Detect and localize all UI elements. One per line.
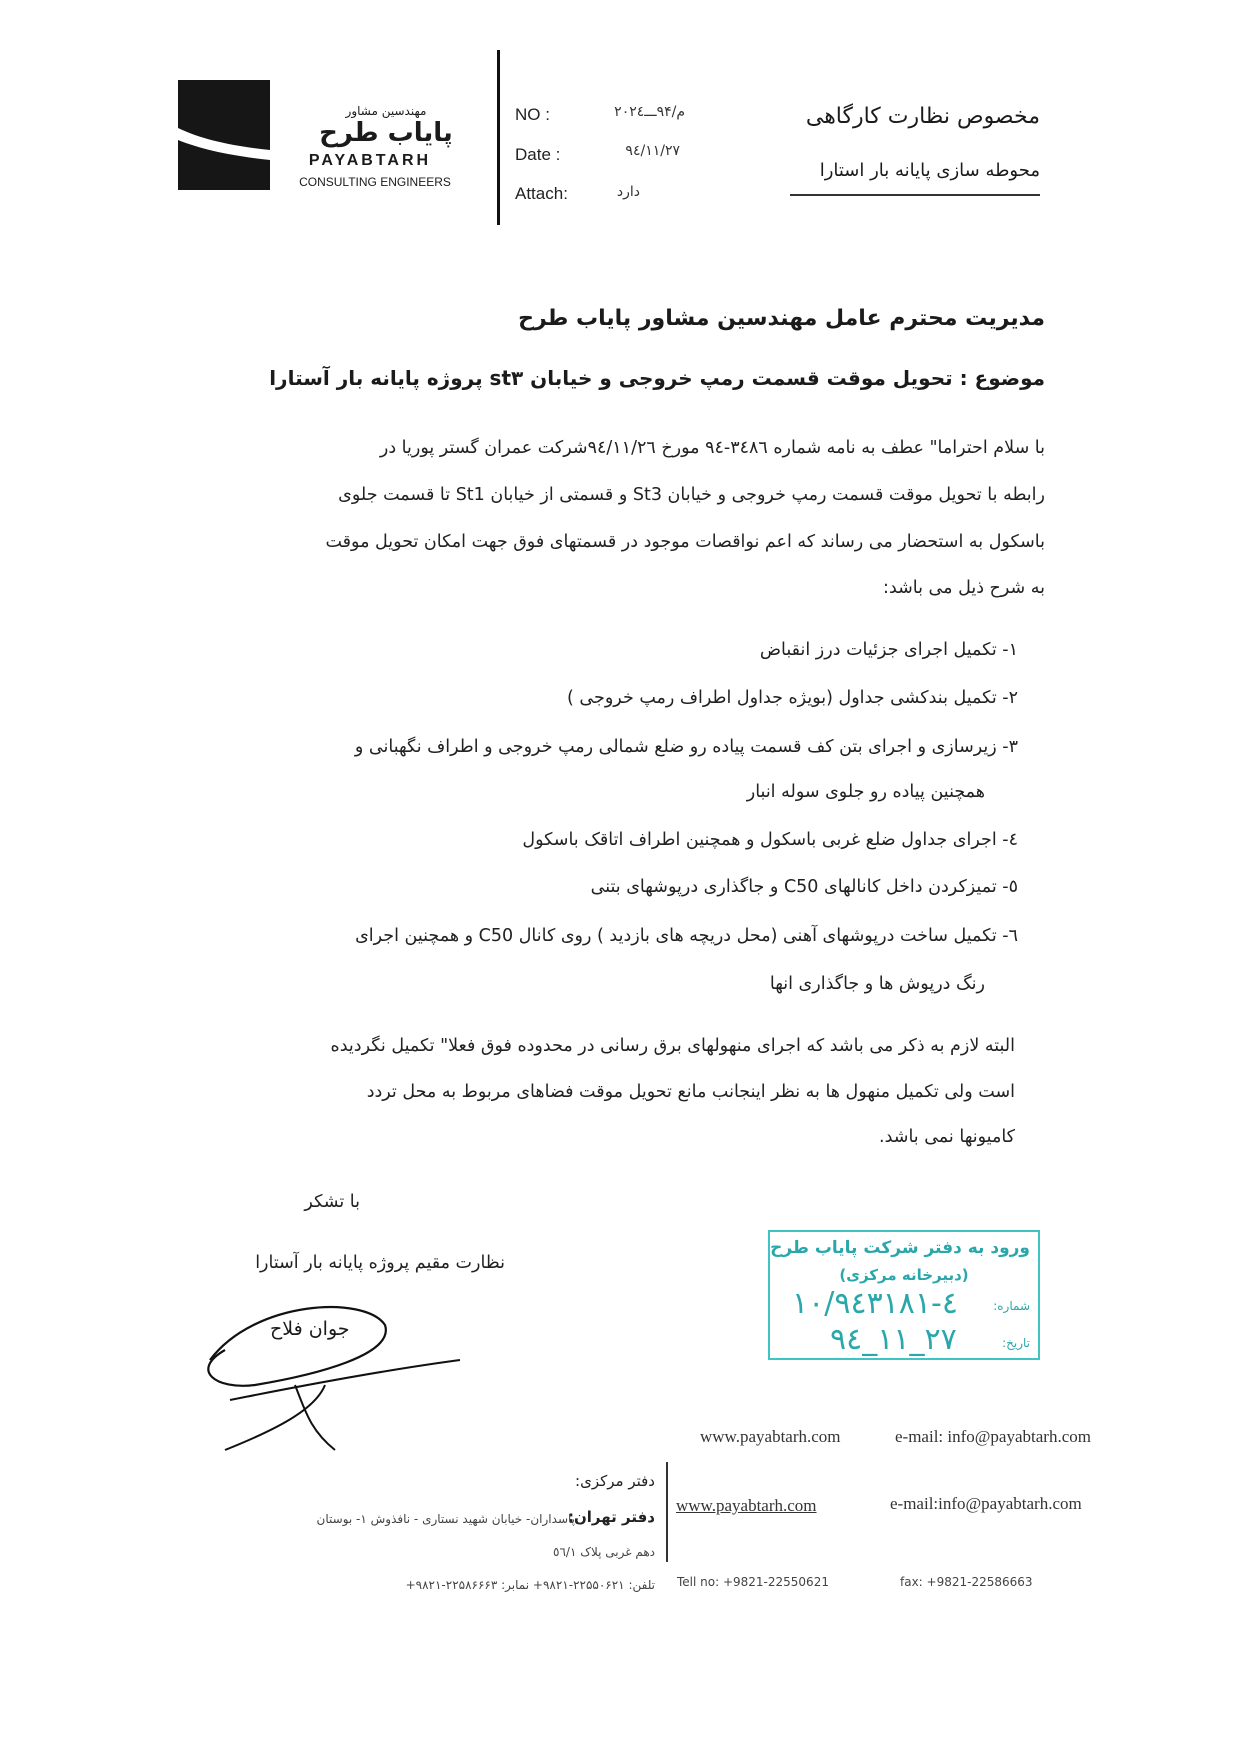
date-value: ۹٤/۱۱/۲۷ bbox=[625, 143, 680, 159]
footer-website-top[interactable]: www.payabtarh.com bbox=[700, 1427, 841, 1446]
stamp-date-value: ۹٤_۱۱_۲۷ bbox=[830, 1322, 957, 1357]
stamp-number-value: ۱۰/۹٤-٤٣١٨١ bbox=[792, 1286, 958, 1321]
logo-graphic bbox=[178, 80, 270, 190]
intro-line: رابطه با تحویل موقت قسمت رمپ خروجی و خیابان St3 و قسمتی از خیابان St1 تا قسمت جلوی bbox=[338, 485, 1045, 505]
addressee: مدیریت محترم عامل مهندسین مشاور پایاب طرح bbox=[518, 306, 1045, 331]
stamp-date-label: تاریخ: bbox=[1002, 1336, 1030, 1350]
intro-line: باسکول به استحضار می رساند که اعم نواقصات موجود در قسمتهای فوق جهت امکان تحویل موقت bbox=[325, 532, 1045, 552]
footer-website[interactable]: www.payabtarh.com bbox=[676, 1496, 817, 1515]
list-item: ٤- اجرای جداول ضلع غربی باسکول و همچنین اطراف اتاقک باسکول bbox=[522, 830, 1018, 850]
date-label: Date : bbox=[515, 145, 561, 164]
note-line: البته لازم به ذکر می باشد که اجرای منهولهای برق رسانی در محدوده فوق فعلا" تکمیل نگردیده bbox=[330, 1036, 1015, 1056]
attach-label: Attach: bbox=[515, 184, 568, 203]
header-subtitle: محوطه سازی پایانه بار استارا bbox=[819, 160, 1040, 181]
footer-email-top[interactable]: e-mail: info@payabtarh.com bbox=[895, 1427, 1091, 1446]
list-item: ۱- تکمیل اجرای جزئیات درز انقباض bbox=[759, 640, 1018, 660]
list-item-continuation: همچنین پیاده رو جلوی سوله انبار bbox=[746, 782, 985, 802]
logo-tagline: CONSULTING ENGINEERS bbox=[299, 175, 451, 189]
attach-value: دارد bbox=[616, 184, 640, 200]
list-item: ۲- تکمیل بندکشی جداول (بویژه جداول اطراف رمپ خروجی ) bbox=[567, 688, 1018, 708]
list-item: ٥- تمیزکردن داخل کانالهای C50 و جاگذاری درپوشهای بتنی bbox=[590, 877, 1018, 897]
footer-fax: fax: +9821-22586663 bbox=[900, 1575, 1033, 1589]
stamp-line2: (دبیرخانه مرکزی) bbox=[839, 1266, 969, 1284]
signer-name: جوان فلاح bbox=[270, 1318, 350, 1340]
registration-stamp bbox=[768, 1230, 1040, 1360]
no-label: NO : bbox=[515, 105, 550, 124]
header-divider bbox=[497, 50, 500, 225]
closing: با تشکر bbox=[304, 1192, 360, 1212]
footer-divider bbox=[666, 1462, 668, 1562]
footer-email[interactable]: e-mail:info@payabtarh.com bbox=[890, 1494, 1082, 1513]
signature-scribble bbox=[195, 1290, 470, 1455]
logo-mark bbox=[178, 80, 270, 190]
footer-office-label: دفتر مرکزی: bbox=[575, 1472, 655, 1490]
note-line: است ولی تکمیل منهول ها به نظر اینجانب مانع تحویل موقت فضاهای مربوط به محل تردد bbox=[366, 1082, 1015, 1102]
intro-line: به شرح ذیل می باشد: bbox=[883, 578, 1045, 598]
signer-title: نظارت مقیم پروژه پایانه بار آستارا bbox=[255, 1253, 505, 1273]
header-title: مخصوص نظارت کارگاهی bbox=[805, 104, 1040, 129]
footer-tehran-label: دفتر تهران: bbox=[567, 1508, 655, 1526]
logo-name-en: PAYABTARH bbox=[308, 152, 432, 169]
header-underline bbox=[790, 194, 1040, 196]
stamp-line1: ورود به دفتر شرکت پایاب طرح bbox=[770, 1238, 1030, 1258]
subject: موضوع : تحویل موقت قسمت رمپ خروجی و خیابان st۳ پروژه پایانه بار آستارا bbox=[269, 366, 1045, 390]
logo-name-fa-top: مهندسین مشاور bbox=[345, 104, 427, 118]
intro-line: با سلام احتراما" عطف به نامه شماره ۳٤۸٦-۹٤ مورخ ۹٤/۱۱/۲٦شرکت عمران گستر پوریا در bbox=[379, 438, 1045, 458]
footer-phone-fa: تلفن: ۲۲۵۵۰۶۲۱-۹۸۲۱+ نمابر: ۲۲۵۸۶۶۶۳-۹۸۲۱+ bbox=[405, 1578, 655, 1592]
footer-tel: Tell no: +9821-22550621 bbox=[677, 1575, 829, 1589]
note-line: کامیونها نمی باشد. bbox=[879, 1127, 1015, 1147]
stamp-number-label: شماره: bbox=[993, 1299, 1030, 1313]
no-value: م/۹۴ـــ۲۰۲٤ bbox=[614, 104, 685, 120]
footer-tehran-address2: دهم غربی پلاک ٥٦/۱ bbox=[553, 1545, 655, 1559]
footer-tehran-address: پاسداران- خیابان شهید نستاری - نافذوش ۱- بوستان bbox=[316, 1512, 575, 1526]
list-item-continuation: رنگ درپوش ها و جاگذاری انها bbox=[769, 974, 985, 994]
logo-name-fa: پایاب طرح bbox=[319, 118, 453, 148]
list-item: ۳- زیرسازی و اجرای بتن کف قسمت پیاده رو ضلع شمالی رمپ خروجی و اطراف نگهبانی و bbox=[354, 737, 1018, 757]
list-item: ٦- تکمیل ساخت درپوشهای آهنی (محل دریچه های بازدید ) روی کانال C50 و همچنین اجرای bbox=[355, 926, 1018, 946]
